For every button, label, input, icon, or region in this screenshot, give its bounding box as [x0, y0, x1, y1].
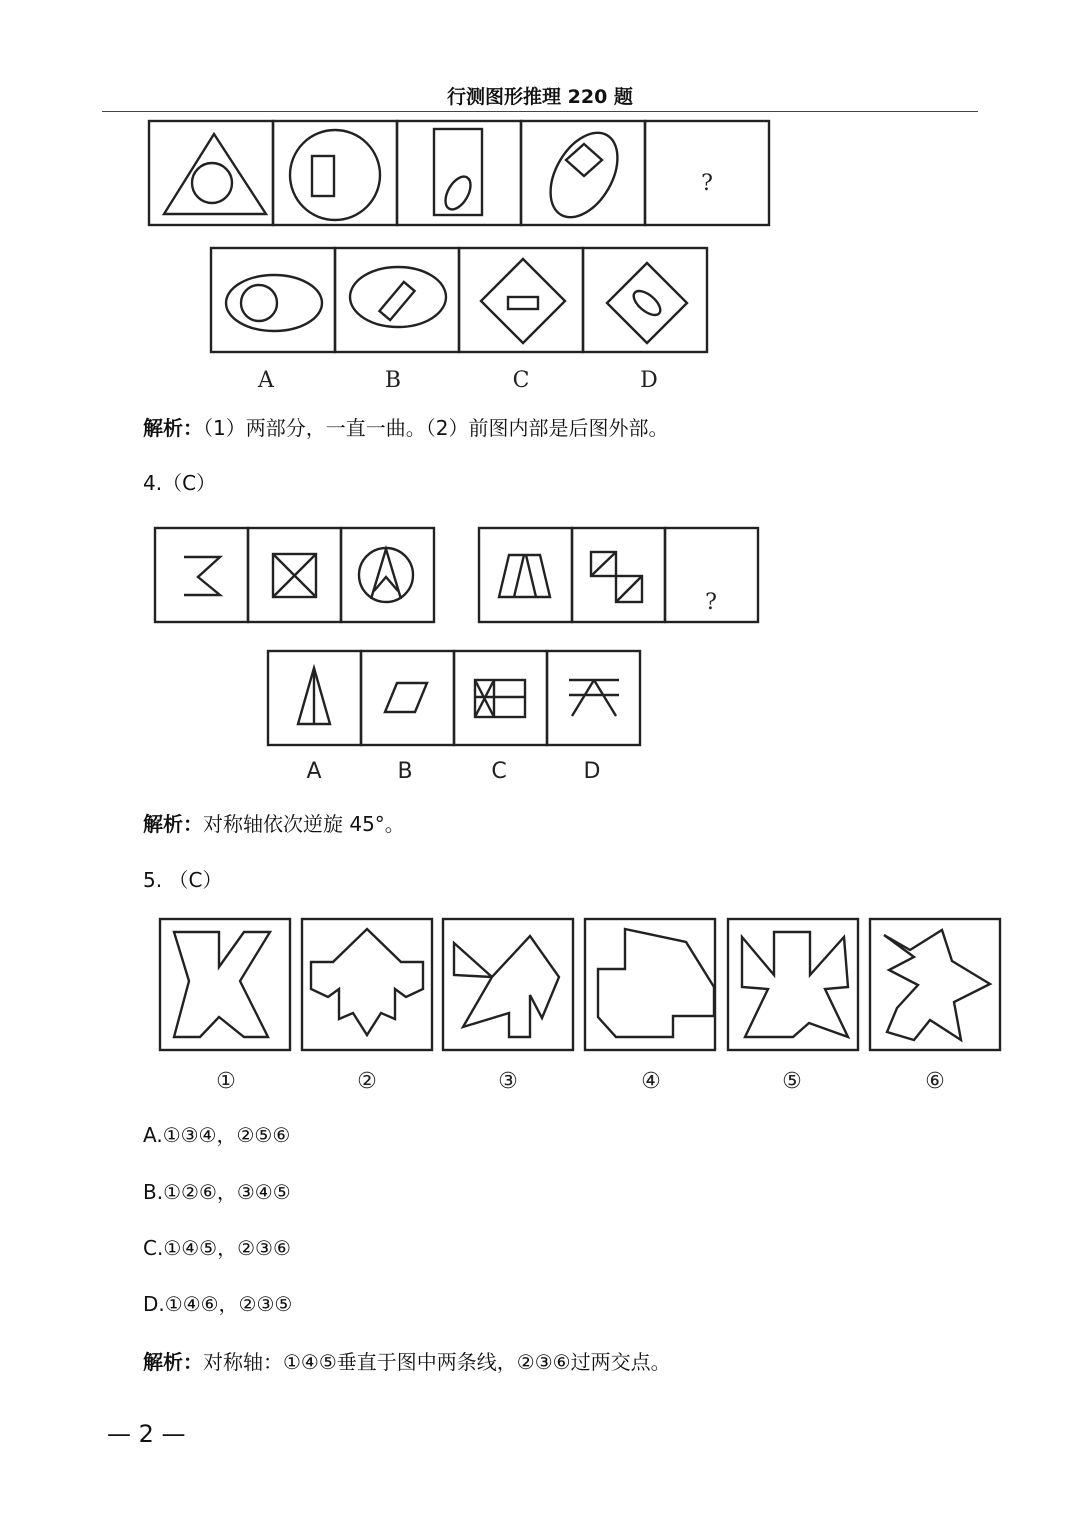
q5-choice-d[interactable]: D.①④⑥，②③⑤ [143, 1292, 293, 1316]
q5-figure-label-2: ② [357, 1069, 377, 1094]
q5-figure-labels [158, 1058, 1004, 1098]
analysis-text: 对称轴依次逆旋 45°。 [203, 812, 405, 836]
q3-figure-row [148, 120, 774, 226]
question-mark: ? [705, 590, 717, 615]
circle-shape [241, 285, 277, 321]
q5-figure-row [158, 917, 1004, 1055]
q4-stem-group-2 [478, 527, 760, 625]
square-shape [475, 680, 525, 717]
q5-figure-label-3: ③ [498, 1069, 518, 1094]
q3-option-label-c: C [512, 368, 530, 393]
q4-option-label-c: C [491, 759, 507, 784]
q4-analysis [143, 808, 405, 837]
arrow-shape [311, 929, 423, 1035]
q4-option-b-cell[interactable] [361, 651, 454, 745]
q3-options-row [210, 247, 712, 357]
q3-option-label-d: D [640, 368, 658, 393]
analysis-text: （1）两部分，一直一曲。（2）前图内部是后图外部。 [203, 416, 669, 440]
analysis-label: 解析： [143, 1350, 203, 1374]
q5-choice-a[interactable]: A.①③④，②⑤⑥ [143, 1123, 291, 1147]
q3-option-labels [210, 362, 712, 394]
polygon-shape [884, 930, 990, 1040]
question-mark: ? [701, 171, 713, 196]
q4-stem-group-1 [154, 527, 436, 625]
rectangle-shape [434, 129, 482, 215]
ellipse-shape [350, 267, 446, 327]
parallelogram-shape [385, 683, 427, 712]
analysis-label: 解析： [143, 416, 203, 440]
q4-option-d-cell[interactable] [547, 651, 640, 745]
q5-choice-b[interactable]: B.①②⑥，③④⑤ [143, 1180, 291, 1204]
q5-figure-label-1: ① [216, 1069, 236, 1094]
k-shape [174, 932, 270, 1037]
q5-title: 5. （C） [143, 868, 223, 892]
q5-figure-label-6: ⑥ [925, 1069, 945, 1094]
polygon-shape [742, 932, 848, 1037]
trapezoid-shape [499, 555, 550, 597]
page-number: — 2 — [107, 1420, 186, 1448]
ellipse-shape [630, 287, 665, 320]
analysis-label: 解析： [143, 812, 203, 836]
q3-cell-3 [397, 121, 521, 225]
q3-option-label-a: A [258, 368, 274, 393]
q4-title: 4.（C） [143, 471, 217, 495]
rectangle-shape [312, 156, 334, 196]
q3-option-label-b: B [384, 368, 402, 393]
page-header-title: 行测图形推理 220 题 [447, 86, 633, 108]
polygon-shape [598, 929, 714, 1037]
q5-choice-c[interactable]: C.①④⑤，②③⑥ [143, 1236, 291, 1260]
q3-option-a-cell[interactable] [211, 248, 335, 352]
zigzag-shape [184, 557, 220, 595]
diamond-shape [607, 263, 687, 343]
analysis-text: 对称轴：①④⑤垂直于图中两条线，②③⑥过两交点。 [203, 1350, 671, 1374]
q4-option-label-a: A [306, 759, 322, 784]
rectangle-shape [379, 282, 414, 320]
circle-shape [192, 163, 232, 203]
q5-figure-label-5: ⑤ [782, 1069, 802, 1094]
diamond-shape [566, 144, 602, 176]
polygon-shape [454, 936, 559, 1037]
diamond-shape [481, 259, 565, 343]
q3-option-b-cell[interactable] [335, 248, 459, 352]
header-rule [102, 111, 978, 112]
q4-options-row [267, 650, 643, 748]
ellipse-shape [440, 172, 475, 213]
q4-option-labels [267, 752, 643, 784]
q5-figure-label-4: ④ [641, 1069, 661, 1094]
q4-option-label-d: D [583, 759, 601, 784]
rectangle-shape [508, 297, 538, 309]
q3-analysis [143, 412, 668, 441]
q5-analysis [143, 1346, 671, 1375]
circle-shape [359, 548, 413, 602]
q4-option-label-b: B [397, 759, 413, 784]
